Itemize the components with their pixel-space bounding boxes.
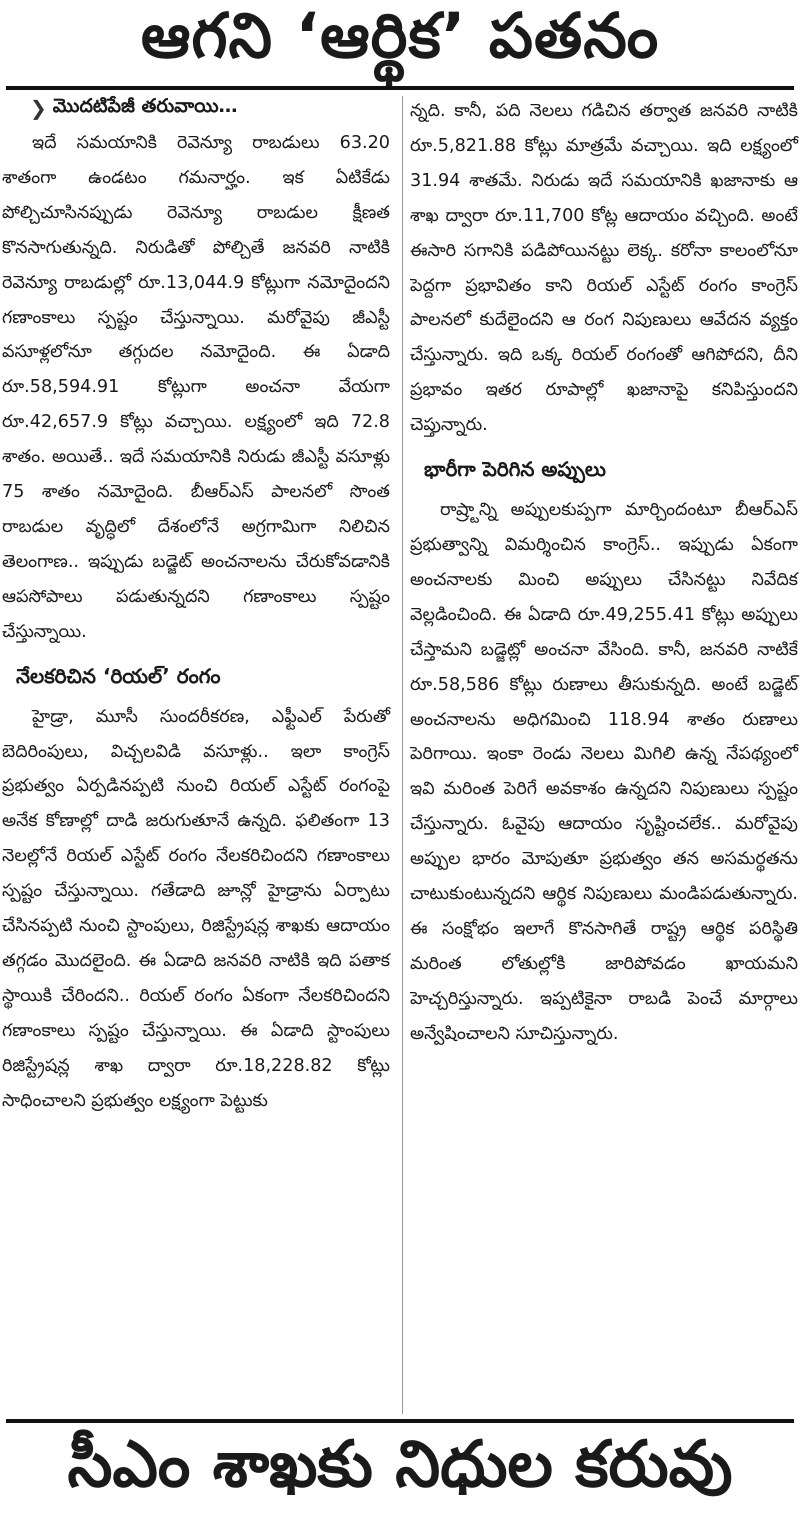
right-column — [410, 94, 800, 1414]
right-subheading: భారీగా పెరిగిన అప్పులు — [424, 457, 606, 482]
left-subheading: నేలకరిచిన ‘రియల్’ రంగం — [16, 663, 221, 688]
right-paragraph-2: రాష్ర్టాన్ని అప్పులకుప్పగా మార్చిందంటూ బీఆర్ఎస్ ప్రభుత్వాన్ని విమర్శించిన కాంగ్రెస్.. ఇప్పుడు ఏకంగా అంచనాలకు మించి అప్పులు చేసినట్టు నివేదిక వెల్లడించింది. ఈ ఏడాది రూ.49,255.41 కోట్లు అప్పులు చేస్తామని బడ్జెట్లో అంచనా వేసింది. కానీ, జనవరి నాటికే రూ.58,586 కోట్లు రుణాలు తీసుకున్నది. అంటే బడ్జెట్ అంచనాలను అధిగమించి 118.94 శాతం రుణాలు పెరిగాయి. ఇంకా రెండు నెలలు మిగిలి ఉన్న నేపథ్యంలో ఇవి మరింత పెరిగే అవకాశం ఉన్నదని నిపుణులు స్పష్టం చేస్తున్నారు. ఓవైపు ఆదాయం సృష్టించలేక.. మరోవైపు అప్పుల భారం మోపుతూ ప్రభుత్వం తన అసమర్థతను చాటుకుంటున్నదని ఆర్థిక నిపుణులు మండిపడుతున్నారు. ఈ సంక్షోభం ఇలాగే కొనసాగితే రాష్ట్ర ఆర్థిక పరిస్థితి మరింత లోతుల్లోకి జారిపోవడం ఖాయమని హెచ్చరిస్తున్నారు. ఇప్పటికైనా రాబడి పెంచే మార్గాలు అన్వేషించాలని సూచిస్తున్నారు. — [410, 500, 798, 1044]
left-paragraph-2: హైడ్రా, మూసీ సుందరీకరణ, ఎఫ్టీఎల్ పేరుతో బెదిరింపులు, విచ్చలవిడి వసూళ్లు.. ఇలా కాంగ్రెస్ ప్రభుత్వం ఏర్పడినప్పటి నుంచి రియల్ ఎస్టేట్ రంగంపై అనేక కోణాల్లో దాడి జరుగుతూనే ఉన్నది. ఫలితంగా 13 నెలల్లోనే రియల్ ఎస్టేట్ రంగం నేలకరిచిందని గణాంకాలు స్పష్టం చేస్తున్నాయి. గతేడాది జూన్లో హైడ్రాను ఏర్పాటు చేసినప్పటి నుంచి స్టాంపులు, రిజిస్ట్రేషన్ల శాఖకు ఆదాయం తగ్గడం మొదలైంది. ఈ ఏడాది జనవరి నాటికి ఇది పతాక స్థాయికి చేరిందని.. రియల్ రంగం ఏకంగా నేలకరిచిందని గణాంకాలు స్పష్టం చేస్తున్నాయి. ఈ ఏడాది స్టాంపులు రిజిస్ట్రేషన్ల శాఖ ద్వారా రూ.18,228.82 కోట్లు సాధించాలని ప్రభుత్వం లక్ష్యంగా పెట్టుకు — [2, 706, 390, 1111]
left-column — [2, 94, 394, 1414]
headline-rule — [6, 86, 794, 90]
left-paragraph-1: ఇదే సమయానికి రెవెన్యూ రాబడులు 63.20 శాతంగా ఉండటం గమనార్హం. ఇక ఏటికేడు పోల్చిచూసినప్పుడు రెవెన్యూ రాబడుల క్షీణత కొనసాగుతున్నది. నిరుడితో పోల్చితే జనవరి నాటికి రెవెన్యూ రాబడుల్లో రూ.13,044.9 కోట్లుగా నమోదైందని గణాంకాలు స్పష్టం చేస్తున్నాయి. మరోవైపు జీఎస్టీ వసూళ్లలోనూ తగ్గుదల నమోదైంది. ఈ ఏడాది రూ.58,594.91 కోట్లుగా అంచనా వేయగా రూ.42,657.9 కోట్లు వచ్చాయి. లక్ష్యంలో ఇది 72.8 శాతం. అయితే.. ఇదే సమయానికి నిరుడు జీఎస్టీ వసూళ్లు 75 శాతం నమోదైంది. బీఆర్ఎస్ పాలనలో సొంత రాబడుల వృద్ధిలో దేశంలోనే అగ్రగామిగా నిలిచిన తెలంగాణ.. ఇప్పుడు బడ్జెట్ అంచనాలను చేరుకోవడానికి ఆపసోపాలు పడుతున్నదని గణాంకాలు స్పష్టం చేస్తున్నాయి. — [2, 133, 390, 642]
continued-label: మొదటిపేజీ తరువాయి… — [52, 94, 238, 117]
chevron-right-icon: ❯ — [30, 96, 47, 120]
article-body — [0, 94, 800, 1414]
right-paragraph-1: న్నది. కానీ, పది నెలలు గడిచిన తర్వాత జనవరి నాటికి రూ.5,821.88 కోట్లు మాత్రమే వచ్చాయి. ఇది లక్ష్యంలో 31.94 శాతమే. నిరుడు ఇదే సమయానికి ఖజానాకు ఆ శాఖ ద్వారా రూ.11,700 కోట్ల ఆదాయం వచ్చింది. అంటే ఈసారి సగానికి పడిపోయినట్టు లెక్క. కరోనా కాలంలోనూ పెద్దగా ప్రభావితం కాని రియల్ ఎస్టేట్ రంగం కాంగ్రెస్ పాలనలో కుదేలైందని ఆ రంగ నిపుణులు ఆవేదన వ్యక్తం చేస్తున్నారు. ఇది ఒక్క రియల్ రంగంతో ఆగిపోదని, దీని ప్రభావం ఇతర రూపాల్లో ఖజానాపై కనిపిస్తుందని చెప్తున్నారు. — [410, 101, 798, 436]
bottom-rule — [6, 1419, 794, 1423]
continued-marker — [30, 94, 394, 122]
bottom-headline: సీఎం శాఖకు నిధుల కరువు — [67, 1428, 733, 1502]
headline: ఆగని ‘ఆర్థిక’ పతనం — [140, 0, 660, 72]
